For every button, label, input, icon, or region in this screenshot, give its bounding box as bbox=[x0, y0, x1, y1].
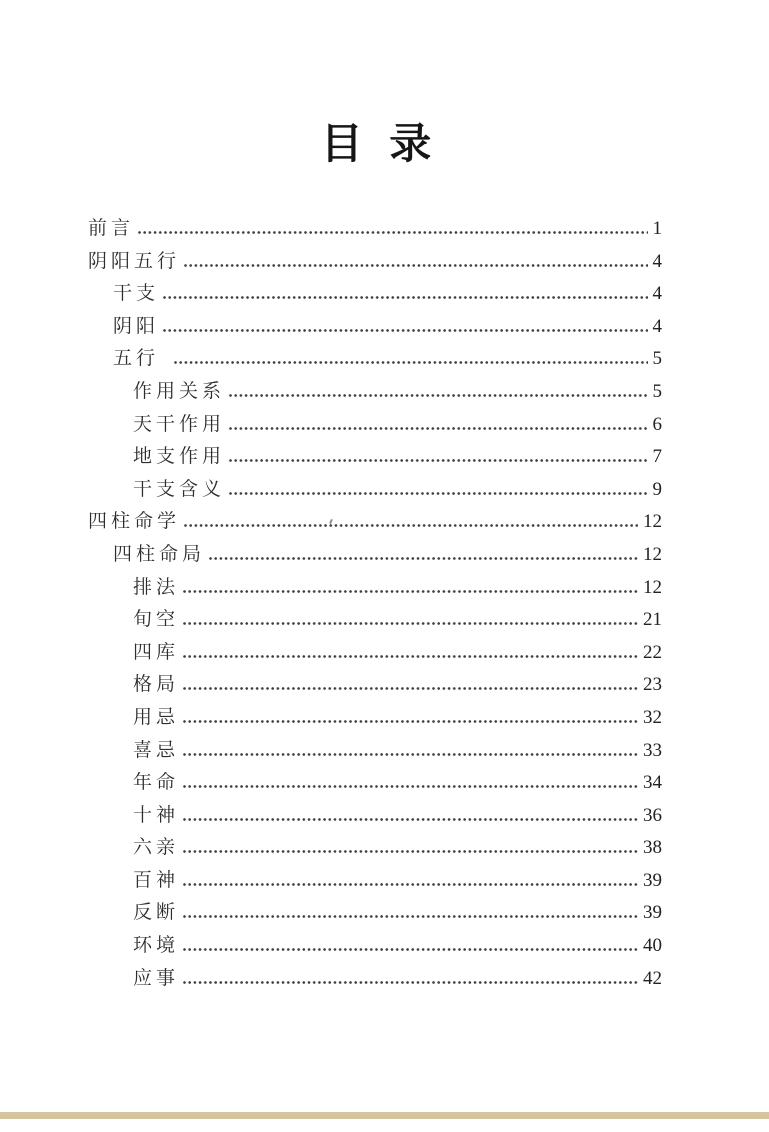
toc-entry-page: 5 bbox=[652, 380, 662, 402]
toc-entry bbox=[88, 735, 662, 768]
toc-entry-page: 22 bbox=[643, 641, 662, 663]
toc-entry-page: 42 bbox=[643, 967, 662, 989]
toc-entry-label: 四柱命学 bbox=[88, 511, 181, 533]
toc-leader-dots bbox=[183, 655, 638, 658]
toc-entry-page: 36 bbox=[643, 804, 662, 826]
toc-entry-page: 39 bbox=[643, 902, 662, 924]
toc-entry-label: 干支含义 bbox=[133, 478, 226, 500]
toc-entry-label: 反断 bbox=[133, 902, 180, 924]
toc-entry bbox=[88, 506, 662, 539]
toc-entry bbox=[88, 539, 662, 572]
toc-leader-dots bbox=[163, 329, 647, 332]
toc-leader-dots bbox=[183, 785, 638, 788]
toc-entry-label: 五行 bbox=[113, 348, 160, 370]
toc-leader-dots bbox=[183, 850, 638, 853]
toc-title: 目 录 bbox=[320, 122, 433, 168]
toc-list bbox=[88, 213, 662, 995]
toc-entry-page: 1 bbox=[652, 218, 662, 239]
toc-entry-page: 6 bbox=[652, 413, 662, 435]
toc-entry bbox=[88, 213, 662, 246]
toc-leader-dots bbox=[183, 753, 638, 756]
toc-leader-dots bbox=[209, 557, 638, 560]
toc-entry-label: 年命 bbox=[133, 772, 180, 794]
toc-entry-page: 33 bbox=[643, 739, 662, 761]
toc-leader-dots bbox=[229, 394, 647, 397]
toc-entry-label: 地支作用 bbox=[133, 446, 226, 468]
toc-entry bbox=[88, 832, 662, 865]
page-bottom-strip bbox=[0, 1112, 769, 1119]
toc-leader-dots bbox=[184, 524, 638, 527]
toc-entry-label: 用忌 bbox=[133, 706, 180, 728]
toc-entry-label: 喜忌 bbox=[133, 739, 180, 761]
toc-entry bbox=[88, 311, 662, 344]
toc-entry bbox=[88, 897, 662, 930]
toc-entry bbox=[88, 637, 662, 670]
toc-entry-page: 9 bbox=[652, 478, 662, 500]
toc-entry-page: 12 bbox=[643, 576, 662, 598]
toc-leader-dots bbox=[229, 427, 647, 430]
toc-entry-page: 7 bbox=[652, 446, 662, 468]
toc-leader-dots bbox=[183, 883, 638, 886]
toc-entry-label: 排法 bbox=[133, 576, 180, 598]
toc-leader-dots bbox=[183, 981, 638, 984]
toc-entry bbox=[88, 963, 662, 996]
toc-entry bbox=[88, 669, 662, 702]
toc-entry bbox=[88, 865, 662, 898]
toc-entry bbox=[88, 930, 662, 963]
toc-entry bbox=[88, 474, 662, 507]
toc-entry bbox=[88, 441, 662, 474]
toc-entry-label: 干支 bbox=[113, 283, 160, 305]
toc-leader-dots bbox=[229, 459, 647, 462]
toc-entry-label: 环境 bbox=[133, 935, 180, 957]
toc-entry-page: 12 bbox=[643, 543, 662, 565]
toc-entry-label: 十神 bbox=[133, 804, 180, 826]
toc-entry bbox=[88, 246, 662, 279]
toc-entry bbox=[88, 278, 662, 311]
toc-leader-dots bbox=[184, 264, 647, 267]
toc-leader-dots bbox=[183, 590, 638, 593]
toc-leader-dots bbox=[138, 231, 647, 234]
toc-leader-dots bbox=[183, 720, 638, 723]
toc-entry-page: 4 bbox=[652, 315, 662, 337]
toc-leader-dots bbox=[183, 687, 638, 690]
toc-entry bbox=[88, 343, 662, 376]
toc-leader-dots bbox=[174, 361, 647, 364]
toc-entry-label: 阴阳五行 bbox=[88, 250, 181, 272]
toc-entry-label: 四柱命局 bbox=[113, 543, 206, 565]
toc-entry bbox=[88, 604, 662, 637]
toc-leader-dots bbox=[183, 948, 638, 951]
toc-entry bbox=[88, 572, 662, 605]
toc-entry-page: 4 bbox=[652, 250, 662, 272]
toc-leader-dots bbox=[163, 296, 647, 299]
toc-entry bbox=[88, 702, 662, 735]
toc-leader-dots bbox=[183, 915, 638, 918]
toc-entry-page: 34 bbox=[643, 772, 662, 794]
toc-entry-label: 阴阳 bbox=[113, 315, 160, 337]
toc-leader-dots bbox=[183, 622, 638, 625]
toc-entry-label: 作用关系 bbox=[133, 380, 226, 402]
toc-entry-label: 前言 bbox=[88, 218, 135, 239]
toc-entry-page: 23 bbox=[643, 674, 662, 696]
toc-entry-page: 38 bbox=[643, 837, 662, 859]
toc-entry-page: 21 bbox=[643, 609, 662, 631]
toc-entry-page: 40 bbox=[643, 935, 662, 957]
toc-entry-label: 四库 bbox=[133, 641, 180, 663]
toc-entry-label: 百神 bbox=[133, 869, 180, 891]
toc-entry-label: 六亲 bbox=[133, 837, 180, 859]
toc-entry-page: 12 bbox=[643, 511, 662, 533]
toc-entry bbox=[88, 800, 662, 833]
toc-leader-dots bbox=[183, 818, 638, 821]
toc-leader-dots bbox=[229, 492, 647, 495]
toc-entry-page: 32 bbox=[643, 706, 662, 728]
toc-entry bbox=[88, 376, 662, 409]
toc-entry bbox=[88, 409, 662, 442]
toc-entry-label: 旬空 bbox=[133, 609, 180, 631]
toc-entry-label: 格局 bbox=[133, 674, 180, 696]
toc-entry-label: 天干作用 bbox=[133, 413, 226, 435]
toc-entry bbox=[88, 767, 662, 800]
toc-entry-page: 5 bbox=[652, 348, 662, 370]
toc-entry-label: 应事 bbox=[133, 967, 180, 989]
toc-entry-page: 4 bbox=[652, 283, 662, 305]
toc-entry-page: 39 bbox=[643, 869, 662, 891]
